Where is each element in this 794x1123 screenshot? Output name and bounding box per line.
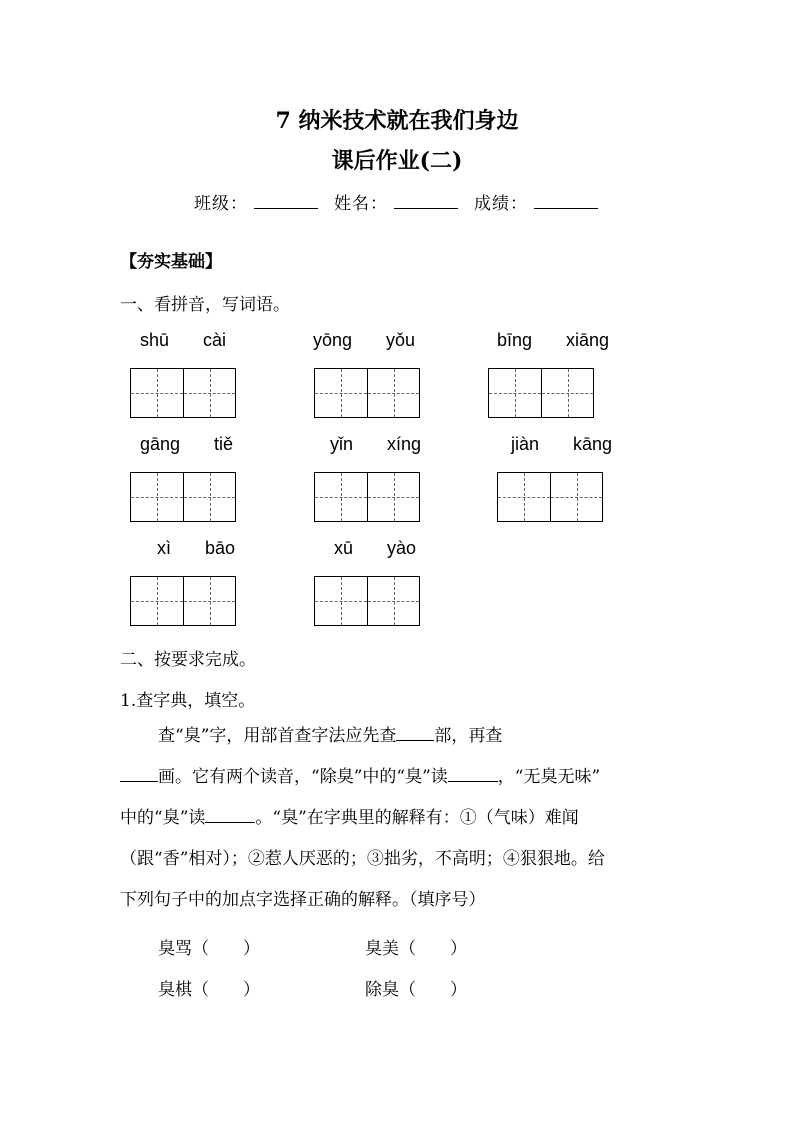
writing-grid[interactable] [314,576,420,626]
question-2-heading: 二、按要求完成。 [120,650,256,670]
pinyin-label: gāng tiě [140,434,234,454]
fill-blank[interactable] [205,804,255,823]
answer-item[interactable]: 臭棋（ ） [158,980,260,1000]
text-line [120,757,680,798]
grid-cell[interactable] [315,369,367,417]
text-segment: 中的“臭”读 [120,808,206,828]
grid-cell[interactable] [183,577,235,625]
text-line: 下列句子中的加点字选择正确的解释。（填序号） [120,890,486,910]
pinyin-label: yǐn xíng [330,434,422,454]
student-info-fields [194,189,608,214]
answer-item[interactable]: 臭美（ ） [365,939,467,959]
fill-blank[interactable] [120,763,158,782]
name-label: 姓名： [334,194,388,214]
question-1-heading: 一、看拼音，写词语。 [120,295,290,315]
pinyin-label: xū yào [334,538,417,558]
worksheet-title: 7 纳米技术就在我们身边 [275,108,519,134]
class-label: 班级： [194,194,248,214]
class-blank[interactable] [254,190,318,209]
text-segment: ，“无臭无味” [497,767,601,787]
answer-item[interactable]: 除臭（ ） [365,980,467,1000]
pinyin-label: jiàn kāng [511,434,613,454]
writing-grid[interactable] [488,368,594,418]
question-2-1-text [120,716,680,921]
fill-blank[interactable] [396,722,434,741]
grid-cell[interactable] [315,473,367,521]
pinyin-label: shū cài [140,330,227,350]
grid-cell[interactable] [550,473,602,521]
text-line: （跟“香”相对）；②惹人厌恶的；③拙劣，不高明；④狠狠地。给 [120,849,605,869]
grid-cell[interactable] [367,577,419,625]
grid-cell[interactable] [498,473,550,521]
writing-grid[interactable] [497,472,603,522]
text-line [120,798,680,839]
grid-cell[interactable] [131,577,183,625]
writing-grid[interactable] [130,576,236,626]
grid-cell[interactable] [183,473,235,521]
text-segment: 画。它有两个读音，“除臭”中的“臭”读 [158,767,448,787]
grid-cell[interactable] [541,369,593,417]
grid-cell[interactable] [131,369,183,417]
pinyin-label: bīng xiāng [497,330,610,350]
pinyin-label: yōng yǒu [313,330,416,350]
class-field [194,189,328,214]
writing-grid[interactable] [314,472,420,522]
name-blank[interactable] [394,190,458,209]
score-blank[interactable] [534,190,598,209]
pinyin-label: xì bāo [157,538,236,558]
writing-grid[interactable] [314,368,420,418]
grid-cell[interactable] [489,369,541,417]
score-field [474,189,608,214]
text-segment: 查“臭”字，用部首查字法应先查 [158,726,397,746]
grid-cell[interactable] [367,369,419,417]
text-segment: 部，再查 [434,726,503,746]
name-field [334,189,468,214]
answer-item[interactable]: 臭骂（ ） [158,939,260,959]
writing-grid[interactable] [130,472,236,522]
fill-blank[interactable] [448,763,498,782]
score-label: 成绩： [474,194,528,214]
writing-grid[interactable] [130,368,236,418]
grid-cell[interactable] [367,473,419,521]
grid-cell[interactable] [183,369,235,417]
grid-cell[interactable] [131,473,183,521]
worksheet-subtitle: 课后作业(二) [331,148,463,174]
text-segment: 。“臭”在字典里的解释有：①（气味）难闻 [255,808,579,828]
text-line [120,716,680,757]
question-2-1-heading: 1.查字典，填空。 [120,691,256,711]
section-heading: 【夯实基础】 [120,252,222,272]
grid-cell[interactable] [315,577,367,625]
